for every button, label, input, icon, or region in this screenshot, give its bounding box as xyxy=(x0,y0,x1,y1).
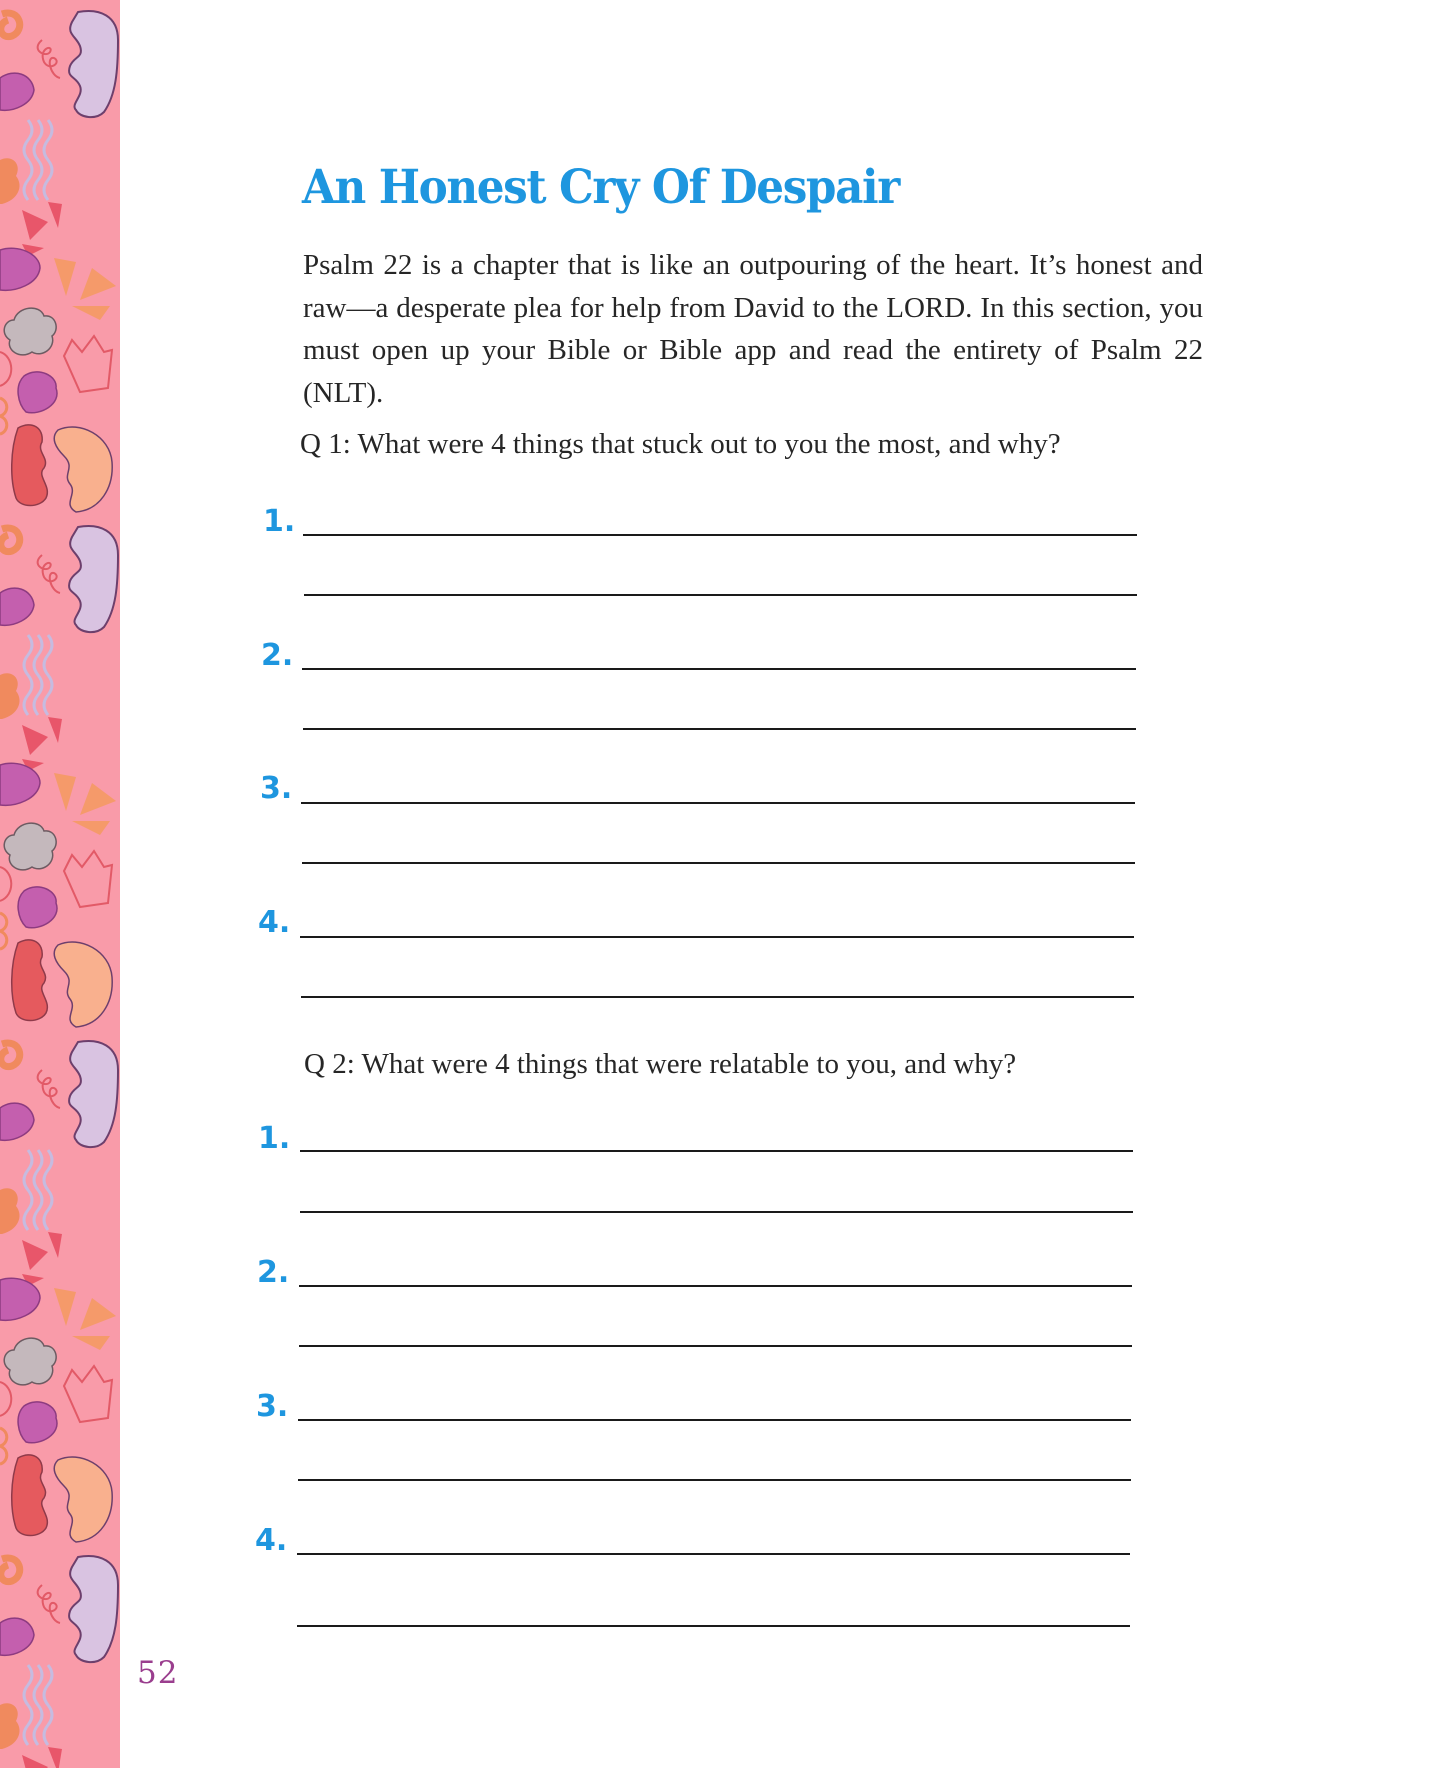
q1-item-4-number: 4. xyxy=(258,905,291,940)
q2-item-4-number: 4. xyxy=(255,1523,288,1558)
q2-item-4-answer-line-1[interactable] xyxy=(297,1553,1130,1555)
decorative-side-strip xyxy=(0,0,120,1768)
q1-item-4-answer-line-2[interactable] xyxy=(301,996,1134,998)
q1-item-3-number: 3. xyxy=(260,771,293,806)
q2-item-1-number: 1. xyxy=(258,1121,291,1156)
q2-item-2-answer-line-1[interactable] xyxy=(299,1285,1132,1287)
q1-item-2-answer-line-1[interactable] xyxy=(302,668,1136,670)
q2-item-1-answer-line-1[interactable] xyxy=(300,1150,1133,1152)
q2-item-3-answer-line-1[interactable] xyxy=(298,1419,1131,1421)
question-2-label: Q 2: What were 4 things that were relatable to you, and why? xyxy=(304,1048,1017,1080)
doodle-pattern-icon xyxy=(0,0,120,1768)
q1-item-1-number: 1. xyxy=(263,504,296,539)
q1-item-3-answer-line-1[interactable] xyxy=(301,802,1135,804)
q2-item-4-answer-line-2[interactable] xyxy=(297,1625,1130,1627)
q2-item-1-answer-line-2[interactable] xyxy=(300,1211,1133,1213)
q1-item-3-answer-line-2[interactable] xyxy=(302,862,1135,864)
q1-item-4-answer-line-1[interactable] xyxy=(300,936,1134,938)
q2-item-2-answer-line-2[interactable] xyxy=(299,1345,1132,1347)
q2-item-3-answer-line-2[interactable] xyxy=(298,1479,1131,1481)
q1-item-1-answer-line-1[interactable] xyxy=(303,534,1137,536)
question-1-label: Q 1: What were 4 things that stuck out to you the most, and why? xyxy=(300,428,1061,460)
q2-item-2-number: 2. xyxy=(257,1255,290,1290)
q2-item-3-number: 3. xyxy=(256,1389,289,1424)
intro-paragraph: Psalm 22 is a chapter that is like an outpouring of the heart. It’s honest and raw—a desperate plea for help from David to the LORD. In this section, you must open up your Bible or Bible app and read the entirety of Psalm 22 (NLT). xyxy=(303,249,1203,409)
page-title: An Honest Cry Of Despair xyxy=(302,160,899,215)
q1-item-2-answer-line-2[interactable] xyxy=(303,728,1136,730)
q1-item-2-number: 2. xyxy=(261,638,294,673)
page-number: 52 xyxy=(137,1655,179,1691)
q1-item-1-answer-line-2[interactable] xyxy=(304,594,1137,596)
